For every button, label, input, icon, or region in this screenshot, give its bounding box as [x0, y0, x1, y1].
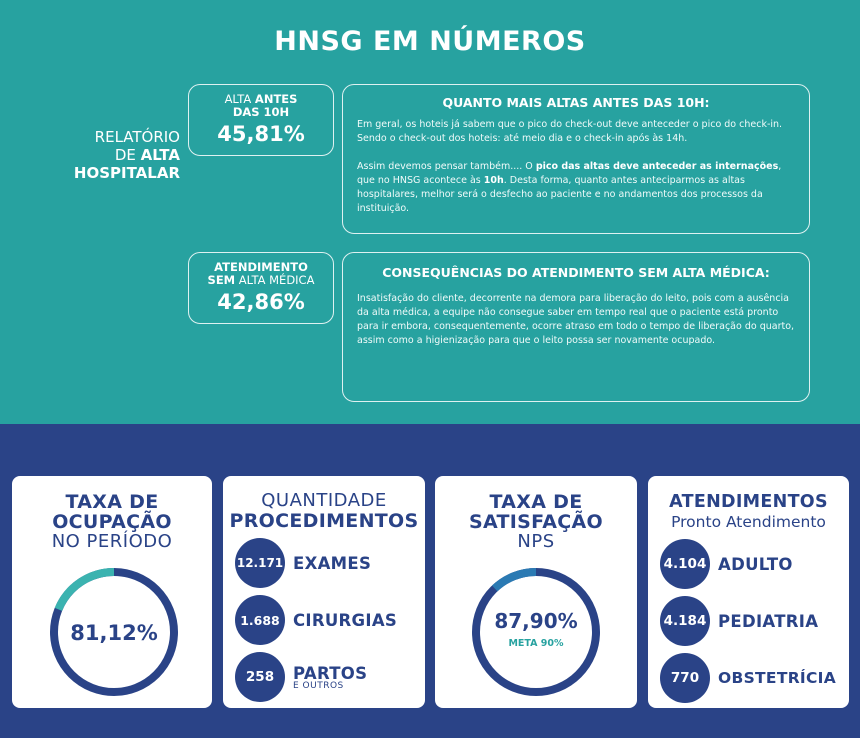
- list-item: [235, 595, 397, 645]
- para-bold: pico das altas deve anteceder as internações: [535, 161, 779, 172]
- count-circle: 770: [660, 653, 710, 703]
- card-subheading: Pronto Atendimento: [671, 513, 826, 531]
- para-part: . Desta forma, quanto antes anteciparmos as altas hospitalares, melhor será o desfecho ao paciente e no andamentos dos processos da instituição.: [357, 175, 763, 214]
- stat-value: 42,86%: [217, 290, 305, 314]
- report-line2-bold: ALTA: [140, 146, 180, 164]
- card-heading: ATENDIMENTOS: [669, 492, 828, 512]
- stat-box-alta-antes: [188, 84, 334, 156]
- para-part: , que no HNSG acontece às: [357, 161, 782, 186]
- list-item: [660, 596, 818, 646]
- count-circle: 4.104: [660, 539, 710, 589]
- list-item: [660, 653, 836, 703]
- info-box-consequencias: [342, 252, 810, 402]
- info-box-altas: [342, 84, 810, 234]
- gauge-ocupacao: [44, 562, 184, 702]
- stat-label-line1: ATENDIMENTO: [214, 260, 308, 274]
- info-paragraph-2: [357, 160, 795, 216]
- stat-value: 45,81%: [217, 122, 305, 146]
- info-paragraph: Em geral, os hoteis já sabem que o pico do check-out deve anteceder o pico do check-in. Sendo o check-out dos hoteis: até meio dia e o check-in após às 14h.: [357, 119, 783, 144]
- list-item: [235, 652, 367, 702]
- count-circle: 4.184: [660, 596, 710, 646]
- card-subheading: NPS: [517, 531, 555, 552]
- card-taxa-ocupacao: [12, 476, 212, 708]
- card-heading: PROCEDIMENTOS: [229, 510, 419, 532]
- report-line2: [40, 146, 180, 164]
- list-item: [235, 538, 371, 588]
- stat-box-sem-alta: [188, 252, 334, 324]
- card-satisfacao: [435, 476, 637, 708]
- card-heading: TAXA DE: [65, 491, 159, 513]
- item-name: PEDIATRIA: [718, 611, 819, 631]
- item-name: EXAMES: [293, 553, 372, 573]
- card-heading: TAXA DE: [489, 491, 583, 513]
- stat-label-rest: ALTA MÉDICA: [235, 273, 315, 287]
- gauge-meta: META 90%: [508, 638, 564, 649]
- card-heading: OCUPAÇÃO: [52, 511, 172, 533]
- report-line3: HOSPITALAR: [73, 164, 180, 182]
- item-subtext: E OUTROS: [293, 680, 344, 691]
- info-paragraph: Insatisfação do cliente, decorrente na demora para liberação do leito, pois com a ausência da alta médica, a equipe não consegue saber em tempo real que o paciente está pronto para ir embora, consequentemente, ocorre atraso em todo o tempo de liberação do quarto, assim como a higienização para que o leito possa ser novamente ocupado.: [357, 293, 795, 346]
- gauge-satisfacao: [466, 562, 606, 702]
- stat-label-bold: ANTES: [254, 92, 298, 106]
- card-subheading: QUANTIDADE: [261, 490, 387, 511]
- count-circle: 12.171: [235, 538, 285, 588]
- count-circle: 1.688: [235, 595, 285, 645]
- list-item: [660, 539, 793, 589]
- card-atendimentos: [648, 476, 849, 708]
- card-procedimentos: [223, 476, 425, 708]
- gauge-value: 81,12%: [70, 621, 158, 645]
- page-title: HNSG EM NÚMEROS: [274, 26, 586, 57]
- stat-label: [189, 261, 333, 287]
- info-box-title: CONSEQUÊNCIAS DO ATENDIMENTO SEM ALTA MÉDICA:: [382, 265, 770, 280]
- card-heading: SATISFAÇÃO: [469, 511, 603, 533]
- stat-label: [189, 93, 333, 119]
- report-line1: RELATÓRIO: [94, 128, 180, 146]
- item-name: [293, 664, 367, 691]
- item-name-text: PARTOS: [293, 663, 368, 683]
- item-name: CIRURGIAS: [293, 610, 398, 630]
- stat-label-line2: DAS 10H: [232, 105, 290, 119]
- count-circle: 258: [235, 652, 285, 702]
- stat-label-bold: SEM: [207, 273, 236, 287]
- report-title: [40, 128, 180, 182]
- para-part: Assim devemos pensar também.... O: [357, 161, 536, 172]
- stat-label-pre: ALTA: [224, 92, 255, 106]
- para-bold: 10h: [483, 175, 504, 186]
- item-name: OBSTETRÍCIA: [718, 669, 837, 687]
- card-subheading: NO PERÍODO: [51, 531, 173, 552]
- info-box-title: QUANTO MAIS ALTAS ANTES DAS 10H:: [442, 95, 710, 110]
- gauge-value: 87,90%: [494, 609, 578, 633]
- report-line2-pre: DE: [114, 146, 141, 164]
- item-name: ADULTO: [718, 554, 793, 574]
